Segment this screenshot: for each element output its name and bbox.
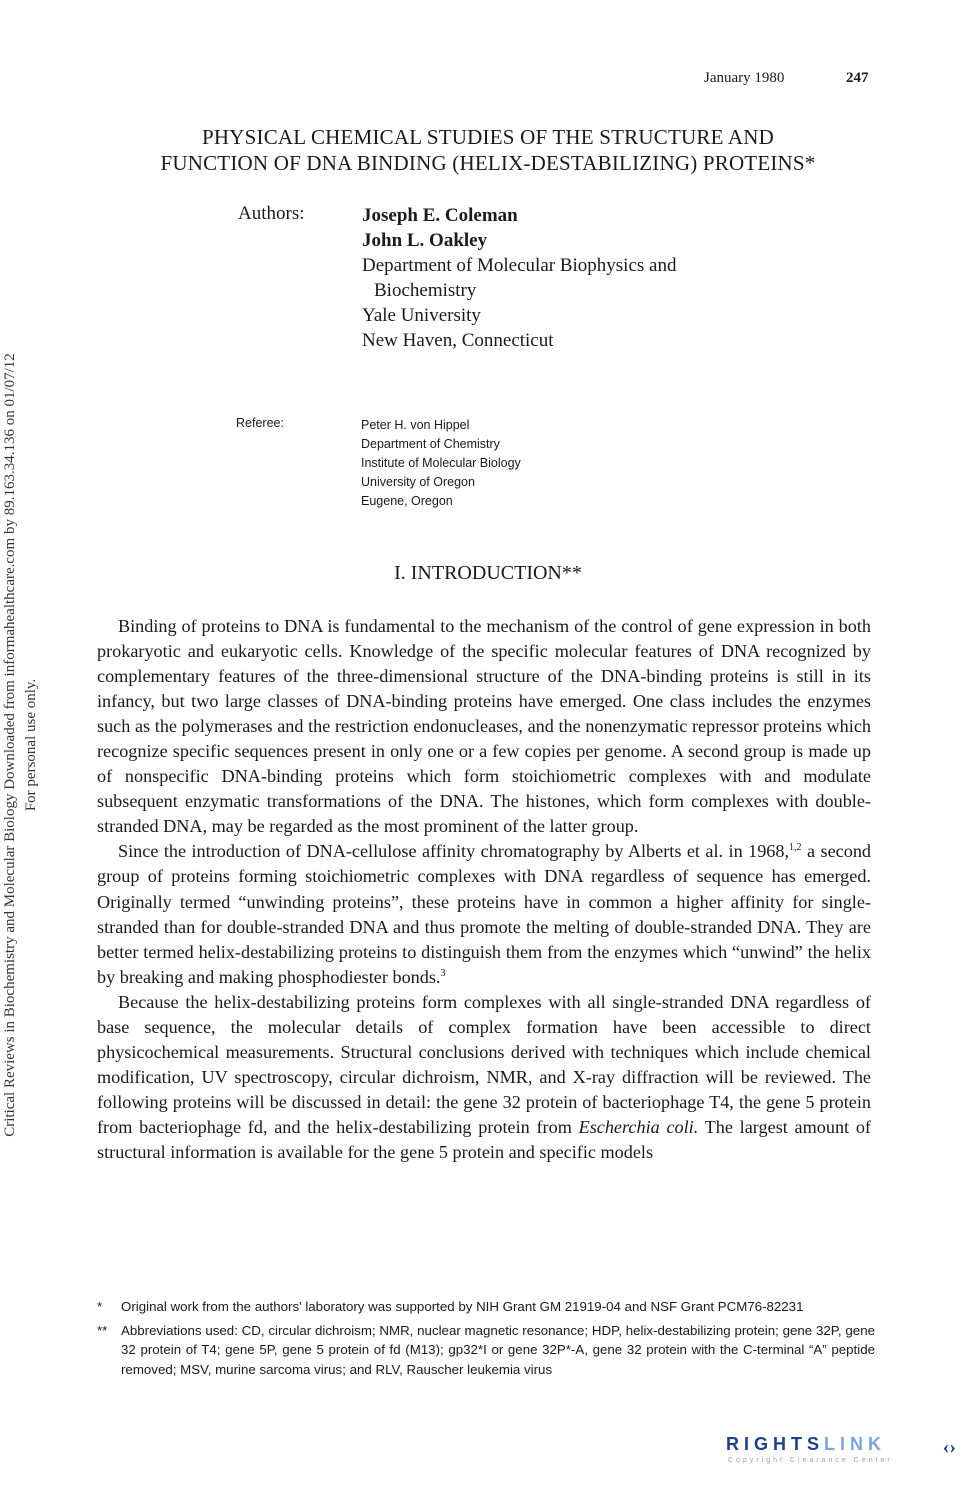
download-watermark	[0, 295, 44, 1195]
referee-line: Peter H. von Hippel	[361, 418, 470, 432]
authors-label: Authors:	[238, 203, 305, 224]
title-line-1: PHYSICAL CHEMICAL STUDIES OF THE STRUCTURE AND	[202, 125, 774, 149]
page-number: 247	[846, 70, 869, 86]
footnote-mark: *	[97, 1299, 103, 1314]
article-title	[60, 124, 916, 176]
authors-block	[362, 203, 676, 353]
referee-line: Eugene, Oregon	[361, 494, 453, 508]
citation: 3	[440, 967, 446, 979]
text-span: The largest amount of structural information is available for the gene 5 protein and specific models	[97, 1116, 871, 1162]
title-line-2: FUNCTION OF DNA BINDING (HELIX-DESTABILIZING) PROTEINS*	[160, 151, 816, 175]
affiliation-line: Yale University	[362, 305, 481, 326]
paragraph	[97, 839, 871, 989]
section-heading: I. INTRODUCTION**	[394, 562, 582, 584]
text-span: Because the helix-destabilizing proteins form complexes with all single-stranded DNA regardless of base sequence, the molecular details of complex formation have been accessible to direct physicochemical measurements. Structural conclusions derived with techniques which include chemical modification, UV spectroscopy, circular dichroism, NMR, and X-ray diffraction will be reviewed. The following proteins will be discussed in detail: the gene 32 protein of bacteriophage T4, the gene 5 protein from bacteriophage fd, and the helix-destabilizing protein from	[97, 991, 871, 1137]
footnote-text: Original work from the authors' laboratory was supported by NIH Grant GM 21919-04 and NSF Grant PCM76-82231	[121, 1299, 804, 1314]
footnote-text: Abbreviations used: CD, circular dichroism; NMR, nuclear magnetic resonance; HDP, helix-destabilizing protein; gene 32P, gene 32 protein of T4; gene 5P, gene 5 protein of fd (M13); gp32*I or gene 32P*-A, gene 32 protein with the C-terminal “A” peptide removed; MSV, murine sarcoma virus; and RLV, Rauscher leukemia virus	[121, 1322, 875, 1377]
text-span: Since the introduction of DNA-cellulose affinity chromatography by Alberts et al. in 1968,	[118, 841, 790, 862]
footnote	[97, 1297, 875, 1317]
affiliation-line: Department of Molecular Biophysics and	[362, 255, 677, 276]
watermark-line: For personal use only.	[23, 678, 39, 812]
referee-line: Institute of Molecular Biology	[361, 456, 521, 470]
author-name: John L. Oakley	[362, 230, 488, 251]
rightslink-logo[interactable]	[726, 1434, 958, 1474]
referee-line: Department of Chemistry	[361, 437, 500, 451]
chevron-arrows-icon: ‹›	[942, 1436, 956, 1458]
referee-block	[361, 416, 521, 511]
affiliation-line: Biochemistry	[374, 280, 477, 301]
footnote	[97, 1321, 875, 1380]
species-name: Escherchia coli.	[578, 1116, 699, 1137]
rightslink-subtitle: Copyright Clearance Center	[728, 1457, 893, 1464]
author-name: Joseph E. Coleman	[362, 205, 518, 226]
affiliation-line: New Haven, Connecticut	[362, 330, 554, 351]
paragraph: Binding of proteins to DNA is fundamental to the mechanism of the control of gene expression in both prokaryotic and eukaryotic cells. Knowledge of the specific molecular features of DNA recognized by complementary features of the three-dimensional structure of the DNA-binding proteins is still in its infancy, but two large classes of DNA-binding proteins have emerged. One class includes the enzymes such as the polymerases and the restriction endonucleases, and the nonenzymatic repressor proteins which recognize specific sequences present in only one or a few copies per genome. A second group is made up of nonspecific DNA-binding proteins which form stoichiometric complexes with and modulate subsequent enzymatic transformations of the DNA. The histones, which form complexes with double-stranded DNA, may be regarded as the most prominent of the latter group.	[97, 616, 871, 837]
paragraph	[97, 990, 871, 1165]
referee-label: Referee:	[236, 416, 284, 430]
body-text	[97, 614, 871, 1165]
header-date: January 1980	[704, 70, 785, 86]
referee-line: University of Oregon	[361, 475, 475, 489]
footnotes	[97, 1297, 875, 1383]
citation: 1,2	[789, 842, 802, 854]
rightslink-wordmark	[726, 1434, 958, 1455]
text-span: a second group of proteins forming stoichiometric complexes with DNA regardless of sequence has emerged. Originally termed “unwinding proteins”, these proteins have in common a higher affinity for single-stranded than for double-stranded DNA and thus promote the melting of double-stranded DNA. They are better termed helix-destabilizing proteins to distinguish them from the enzymes which “unwind” the helix by breaking and making phosphodiester bonds.	[97, 841, 872, 987]
rightslink-part-1: RIGHTS	[726, 1434, 825, 1454]
watermark-line: Critical Reviews in Biochemistry and Molecular Biology Downloaded from informahealthcare.com by 89.163.34.136 on 01/07/12	[2, 353, 18, 1137]
footnote-mark: **	[97, 1322, 108, 1338]
rightslink-part-2: LINK	[824, 1434, 887, 1454]
